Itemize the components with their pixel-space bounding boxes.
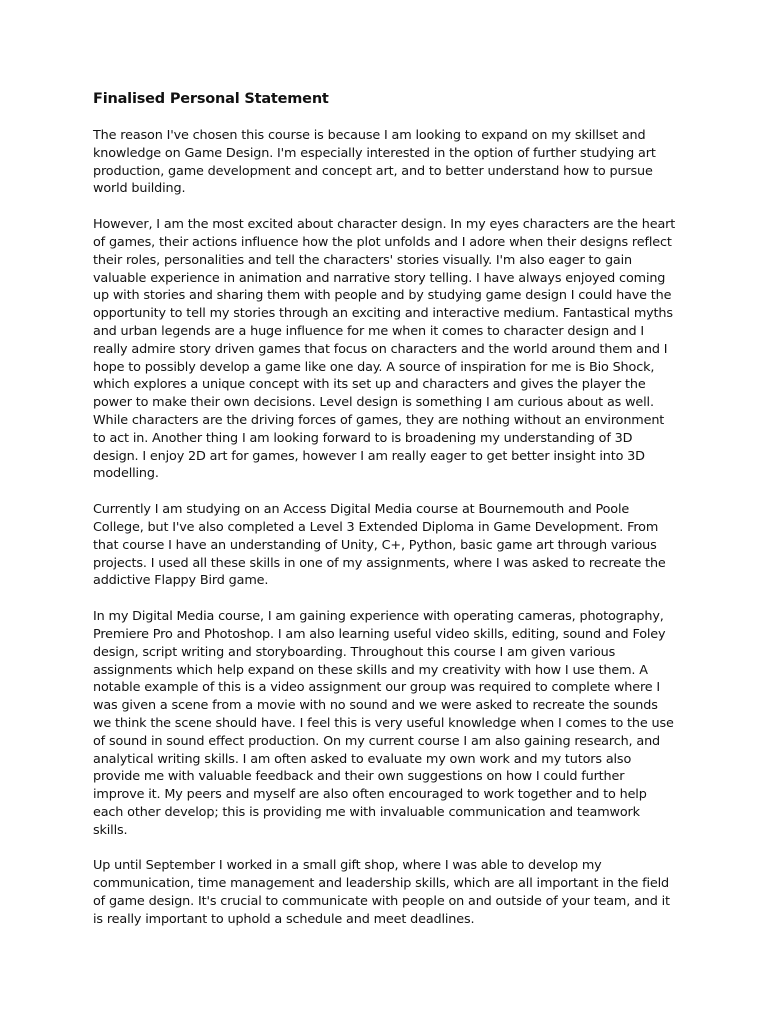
text-line: skills. bbox=[93, 822, 128, 838]
paragraph-5 bbox=[93, 857, 681, 928]
text-line: we think the scene should have. I feel this is very useful knowledge when I comes to the use bbox=[93, 715, 674, 731]
text-line: However, I am the most excited about character design. In my eyes characters are the heart bbox=[93, 217, 676, 233]
text-line: addictive Flappy Bird game. bbox=[93, 573, 269, 589]
text-line: really admire story driven games that focus on characters and the world around them and I bbox=[93, 341, 668, 357]
text-line: is really important to uphold a schedule and meet deadlines. bbox=[93, 911, 475, 927]
text-line: Premiere Pro and Photoshop. I am also learning useful video skills, editing, sound and Foley bbox=[93, 626, 666, 642]
document-body bbox=[93, 88, 681, 947]
text-line: each other develop; this is providing me with invaluable communication and teamwork bbox=[93, 804, 640, 820]
text-line: power to make their own decisions. Level design is something I am curious about as well. bbox=[93, 395, 654, 411]
text-line: was given a scene from a movie with no sound and we were asked to recreate the sounds bbox=[93, 698, 658, 714]
text-line: up with stories and sharing them with people and by studying game design I could have the bbox=[93, 288, 672, 304]
text-line: hope to possibly develop a game like one day. A source of inspiration for me is Bio Shock, bbox=[93, 359, 655, 375]
text-line: to act in. Another thing I am looking forward to is broadening my understanding of 3D bbox=[93, 430, 633, 446]
paragraph-1 bbox=[93, 127, 681, 198]
text-line: design, script writing and storyboarding. Throughout this course I am given various bbox=[93, 644, 616, 660]
text-line: assignments which help expand on these skills and my creativity with how I use them. A bbox=[93, 662, 648, 678]
paragraph-2 bbox=[93, 216, 681, 483]
text-line: While characters are the driving forces of games, they are nothing without an environment bbox=[93, 412, 665, 428]
text-line: of game design. It's crucial to communicate with people on and outside of your team, and it bbox=[93, 894, 670, 910]
text-line: College, but I've also completed a Level 3 Extended Diploma in Game Development. From bbox=[93, 519, 659, 535]
text-line: valuable experience in animation and narrative story telling. I have always enjoyed coming bbox=[93, 270, 666, 286]
text-line: modelling. bbox=[93, 466, 159, 482]
text-line: of games, their actions influence how the plot unfolds and I adore when their designs reflect bbox=[93, 234, 672, 250]
text-line: design. I enjoy 2D art for games, however I am really eager to get better insight into 3D bbox=[93, 448, 645, 464]
text-line: knowledge on Game Design. I'm especially interested in the option of further studying art bbox=[93, 145, 656, 161]
text-line: production, game development and concept art, and to better understand how to pursue bbox=[93, 163, 653, 179]
text-line: communication, time management and leadership skills, which are all important in the field bbox=[93, 876, 669, 892]
text-line: that course I have an understanding of Unity, C+, Python, basic game art through various bbox=[93, 537, 657, 553]
text-line: provide me with valuable feedback and their own suggestions on how I could further bbox=[93, 769, 625, 785]
paragraph-3 bbox=[93, 501, 681, 590]
text-line: analytical writing skills. I am often asked to evaluate my own work and my tutors also bbox=[93, 751, 632, 767]
text-line: improve it. My peers and myself are also often encouraged to work together and to help bbox=[93, 787, 647, 803]
text-line: opportunity to tell my stories through an exciting and interactive medium. Fantastical myths bbox=[93, 306, 673, 322]
text-line: and urban legends are a huge influence for me when it comes to character design and I bbox=[93, 323, 645, 339]
page-title: Finalised Personal Statement bbox=[93, 91, 329, 107]
text-line: Currently I am studying on an Access Digital Media course at Bournemouth and Poole bbox=[93, 502, 630, 518]
text-line: which explores a unique concept with its set up and characters and gives the player the bbox=[93, 377, 646, 393]
text-line: Up until September I worked in a small gift shop, where I was able to develop my bbox=[93, 858, 602, 874]
text-line: their roles, personalities and tell the characters' stories visually. I'm also eager to gain bbox=[93, 252, 632, 268]
text-line: of sound in sound effect production. On my current course I am also gaining research, and bbox=[93, 733, 661, 749]
text-line: notable example of this is a video assignment our group was required to complete where I bbox=[93, 680, 661, 696]
text-line: world building. bbox=[93, 181, 186, 197]
paragraph-4 bbox=[93, 608, 681, 839]
text-line: In my Digital Media course, I am gaining experience with operating cameras, photography, bbox=[93, 609, 664, 625]
text-line: The reason I've chosen this course is because I am looking to expand on my skillset and bbox=[93, 128, 646, 143]
text-line: projects. I used all these skills in one of my assignments, where I was asked to recreate the bbox=[93, 555, 666, 571]
paragraph-list bbox=[93, 127, 681, 929]
